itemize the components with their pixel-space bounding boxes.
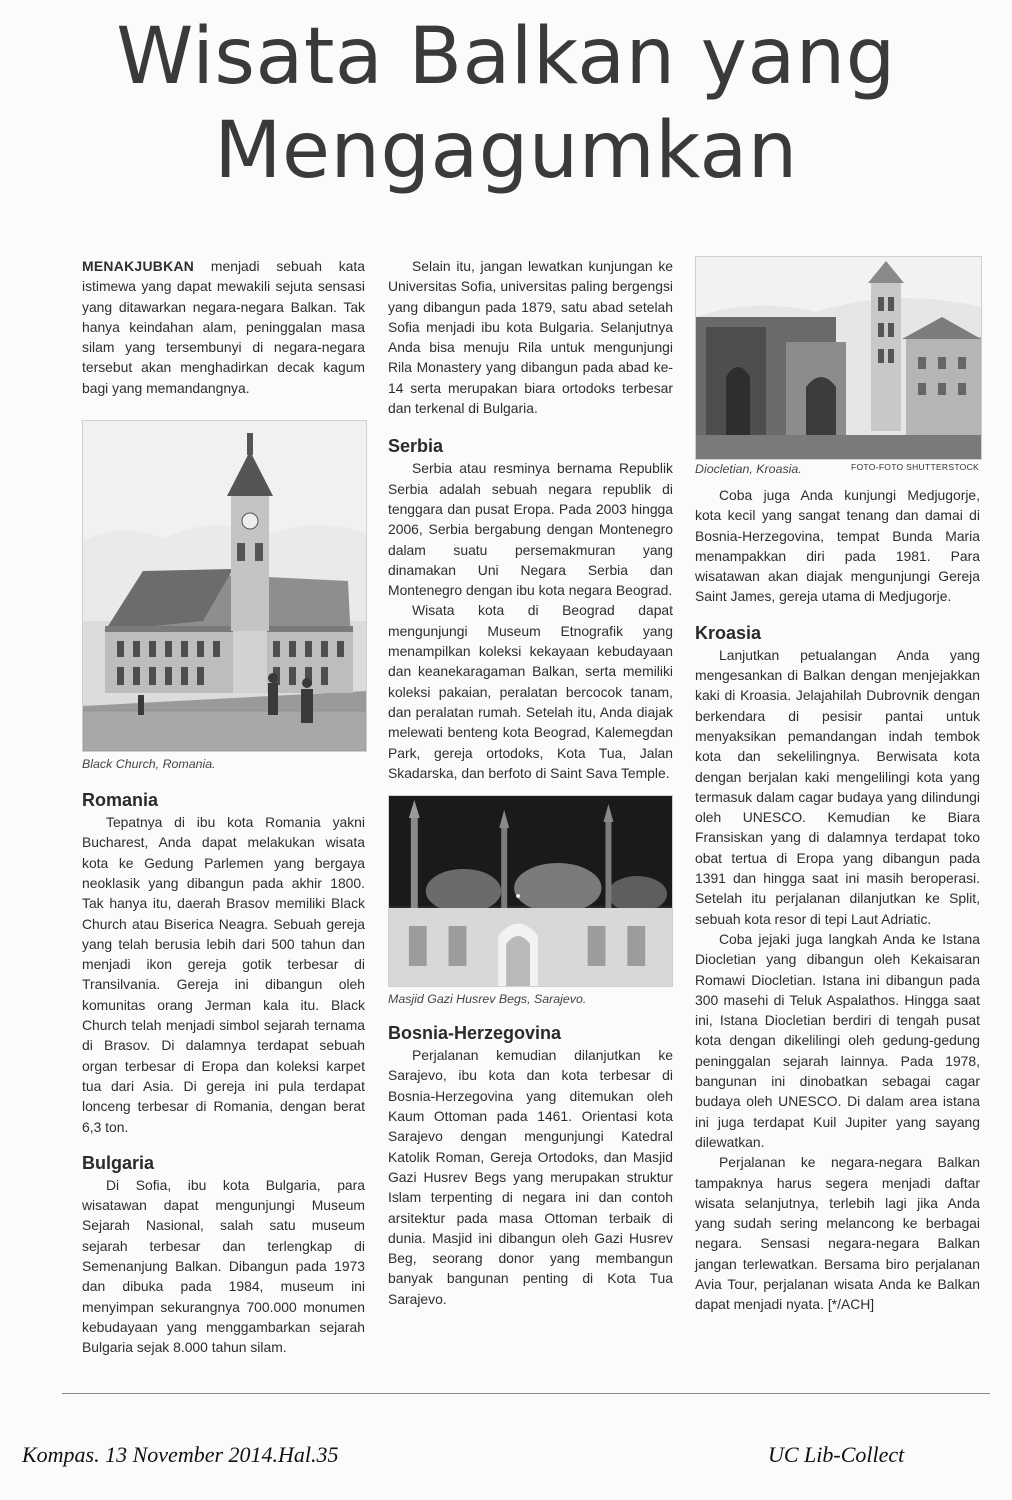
photo-caption-diocletian: Diocletian, Kroasia.: [695, 462, 802, 476]
bulgaria-paragraph-1: Di Sofia, ibu kota Bulgaria, para wisatawan dapat mengunjungi Museum Sejarah Nasional, salah satu museum sejarah terbesar dan terlengkap di Semenanjung Balkan. Dibangun pada 1973 dan dibuka pada 1984, museum ini menyimpan sekurangnya 700.000 monumen kebudayaan yang menggambarkan sejarah Bulgaria sejak 8.000 tahun silam.: [82, 1176, 365, 1356]
heading-bosnia: Bosnia-Herzegovina: [388, 1023, 562, 1044]
photo-caption-sarajevo: Masjid Gazi Husrev Begs, Sarajevo.: [388, 992, 587, 1007]
serbia-paragraph-2: Wisata kota di Beograd dapat mengunjungi Museum Etnografik yang menampilkan koleksi kekayaan kebudayaan dan keanekaragaman Balkan, serta memiliki koleksi pakaian, peralatan bercocok tanam, dan peralatan rumah. Setelah itu, Anda diajak melewati benteng kota Beograd, Kalemegdan Park, gereja ortodoks, Kota Tua, Jalan Skadarska, dan berfoto di Saint Sava Temple.: [388, 602, 673, 781]
column-2: [388, 256, 673, 1309]
black-church-illustration: [83, 421, 366, 751]
collection-label: UC Lib-Collect: [768, 1442, 905, 1467]
kroasia-paragraph-1: Lanjutkan petualangan Anda yang mengesankan di Balkan dengan menjejakkan kaki di Kroasia. Jelajahilah Dubrovnik dengan berkendara di pesisir pantai untuk menyaksikan pemandangan indah tembok kota dan sekelilingnya. Berwisata kota dengan berjalan kaki mengelilingi kota yang termasuk dalam cagar budaya yang dilindungi oleh UNESCO. Kemudian ke Biara Fransiskan yang di dalamnya terdapat toko obat tertua di Eropa yang dibangun pada 1391 dan hingga saat ini masih beroperasi. Setelah itu perjalanan dilanjutkan ke Split, sebuah kota resor di tepi Laut Adriatic.: [695, 646, 980, 927]
romania-paragraph-1: Tepatnya di ibu kota Romania yakni Bucharest, Anda dapat melakukan wisata kota ke Gedung Parlemen yang bergaya neoklasik yang dibangun pada akhir 1800. Tak hanya itu, daerah Brasov memiliki Black Church atau Biserica Neagra. Sebuah gereja yang telah berusia lebih dari 500 tahun dan menjadi ikon gereja gotik terbesar di Transilvania. Gereja ini dibangun oleh komunitas orang Jerman kala itu. Black Church telah menjadi simbol sejarah ternama di Brasov. Di dalamnya terdapat sebuah organ terbesar di Eropa dan koleksi karpet tua dari Asia. Di gereja ini pula terdapat lonceng terbesar di Romania, dengan berat 6,3 ton.: [82, 814, 365, 1135]
heading-serbia: Serbia: [388, 436, 444, 457]
headline-line-1: Wisata Balkan yang: [116, 12, 896, 102]
footer-divider: [62, 1393, 990, 1394]
column-3: [695, 256, 980, 1315]
heading-bulgaria: Bulgaria: [82, 1152, 155, 1173]
bosnia-paragraph-1: Perjalanan kemudian dilanjutkan ke Sarajevo, ibu kota dan kota terbesar di Bosnia-Herzegovina yang ditemukan oleh Kaum Ottoman pada 1461. Orientasi kota Sarajevo dengan mengunjungi Katedral Katolik Roman, Gereja Ortodoks, dan Masjid Gazi Husrev Begs yang merupakan struktur Islam terpenting di negara ini dan contoh arsitektur pada masa Ottoman terbaik di dunia. Masjid ini dibangun oleh Gazi Husrev Beg, seorang donor yang membangun banyak bangunan penting di Kota Tua Sarajevo.: [388, 1047, 673, 1307]
intro-lead-word: MENAKJUBKAN: [82, 258, 195, 274]
kroasia-paragraph-3: Perjalanan ke negara-negara Balkan tampaknya harus segera menjadi daftar wisata selanjutnya, terlebih lagi jika Anda yang sudah sering melancong ke berbagai negara. Sensasi negara-negara Balkan jangan terlewatkan. Bersama biro perjalanan Avia Tour, perjalanan wisata Anda ke Balkan dapat menjadi nyata. [*/ACH]: [695, 1154, 980, 1313]
photo-sarajevo-mosque: [388, 795, 673, 987]
column-1: [82, 256, 365, 1358]
photo-black-church: [82, 420, 367, 752]
source-citation: Kompas. 13 November 2014.Hal.35: [22, 1442, 339, 1467]
heading-romania: Romania: [82, 790, 159, 811]
kroasia-paragraph-2: Coba jejaki juga langkah Anda ke Istana Diocletian yang dibangun oleh Kekaisaran Romawi Diocletian. Istana ini dibangun pada 300 masehi di Teluk Aspalathos. Hingga saat ini, Istana Diocletian berdiri di tengah pusat kota dengan dikelilingi oleh gedung-gedung peninggalan sejarah lainnya. Pada 1978, bangunan ini dinobatkan sebagai cagar budaya oleh UNESCO. Di dalam area istana ini juga terdapat Kuil Jupiter yang sayang dilewatkan.: [695, 930, 980, 1150]
photo-caption-black-church: Black Church, Romania.: [82, 757, 216, 772]
photo-credit: FOTO-FOTO SHUTTERSTOCK: [851, 462, 979, 472]
bulgaria-paragraph-2: Selain itu, jangan lewatkan kunjungan ke Universitas Sofia, universitas paling bergengsi yang dibangun pada 1879, satu abad setelah Sofia menjadi ibu kota Bulgaria. Selanjutnya Anda bisa menuju Rila untuk mengunjungi Rila Monastery yang dibangun pada abad ke-14 serta merupakan biara ortodoks terbesar dan terkenal di Bulgaria.: [388, 258, 673, 417]
headline-line-2: Mengagumkan: [214, 106, 798, 196]
diocletian-illustration: [696, 257, 981, 459]
photo-diocletian: [695, 256, 982, 460]
intro-text: menjadi sebuah kata istimewa yang dapat mewakili sejuta sensasi yang ditawarkan negara-negara Balkan. Tak hanya keindahan alam, peninggalan masa silam yang tersembunyi di negara-negara tersebut akan menghadirkan decak kagum bagi yang memandangnya.: [82, 258, 365, 396]
mosque-illustration: [389, 796, 672, 986]
bosnia-paragraph-2: Coba juga Anda kunjungi Medjugorje, kota kecil yang sangat tenang dan damai di Bosnia-Herzegovina, tempat Bunda Maria menampakkan diri pada 1981. Para wisatawan akan diajak mengunjungi Gereja Saint James, gereja utama di Medjugorje.: [695, 487, 980, 605]
heading-kroasia: Kroasia: [695, 622, 762, 643]
intro-paragraph: [82, 256, 365, 398]
serbia-paragraph-1: Serbia atau resminya bernama Republik Serbia adalah sebuah negara republik di tenggara dan pusat Eropa. Pada 2003 hingga 2006, Serbia bergabung dengan Montenegro dalam suatu persemakmuran yang dinamakan Uni Negara Serbia dan Montenegro dengan ibu kota negara Beograd.: [388, 460, 673, 599]
